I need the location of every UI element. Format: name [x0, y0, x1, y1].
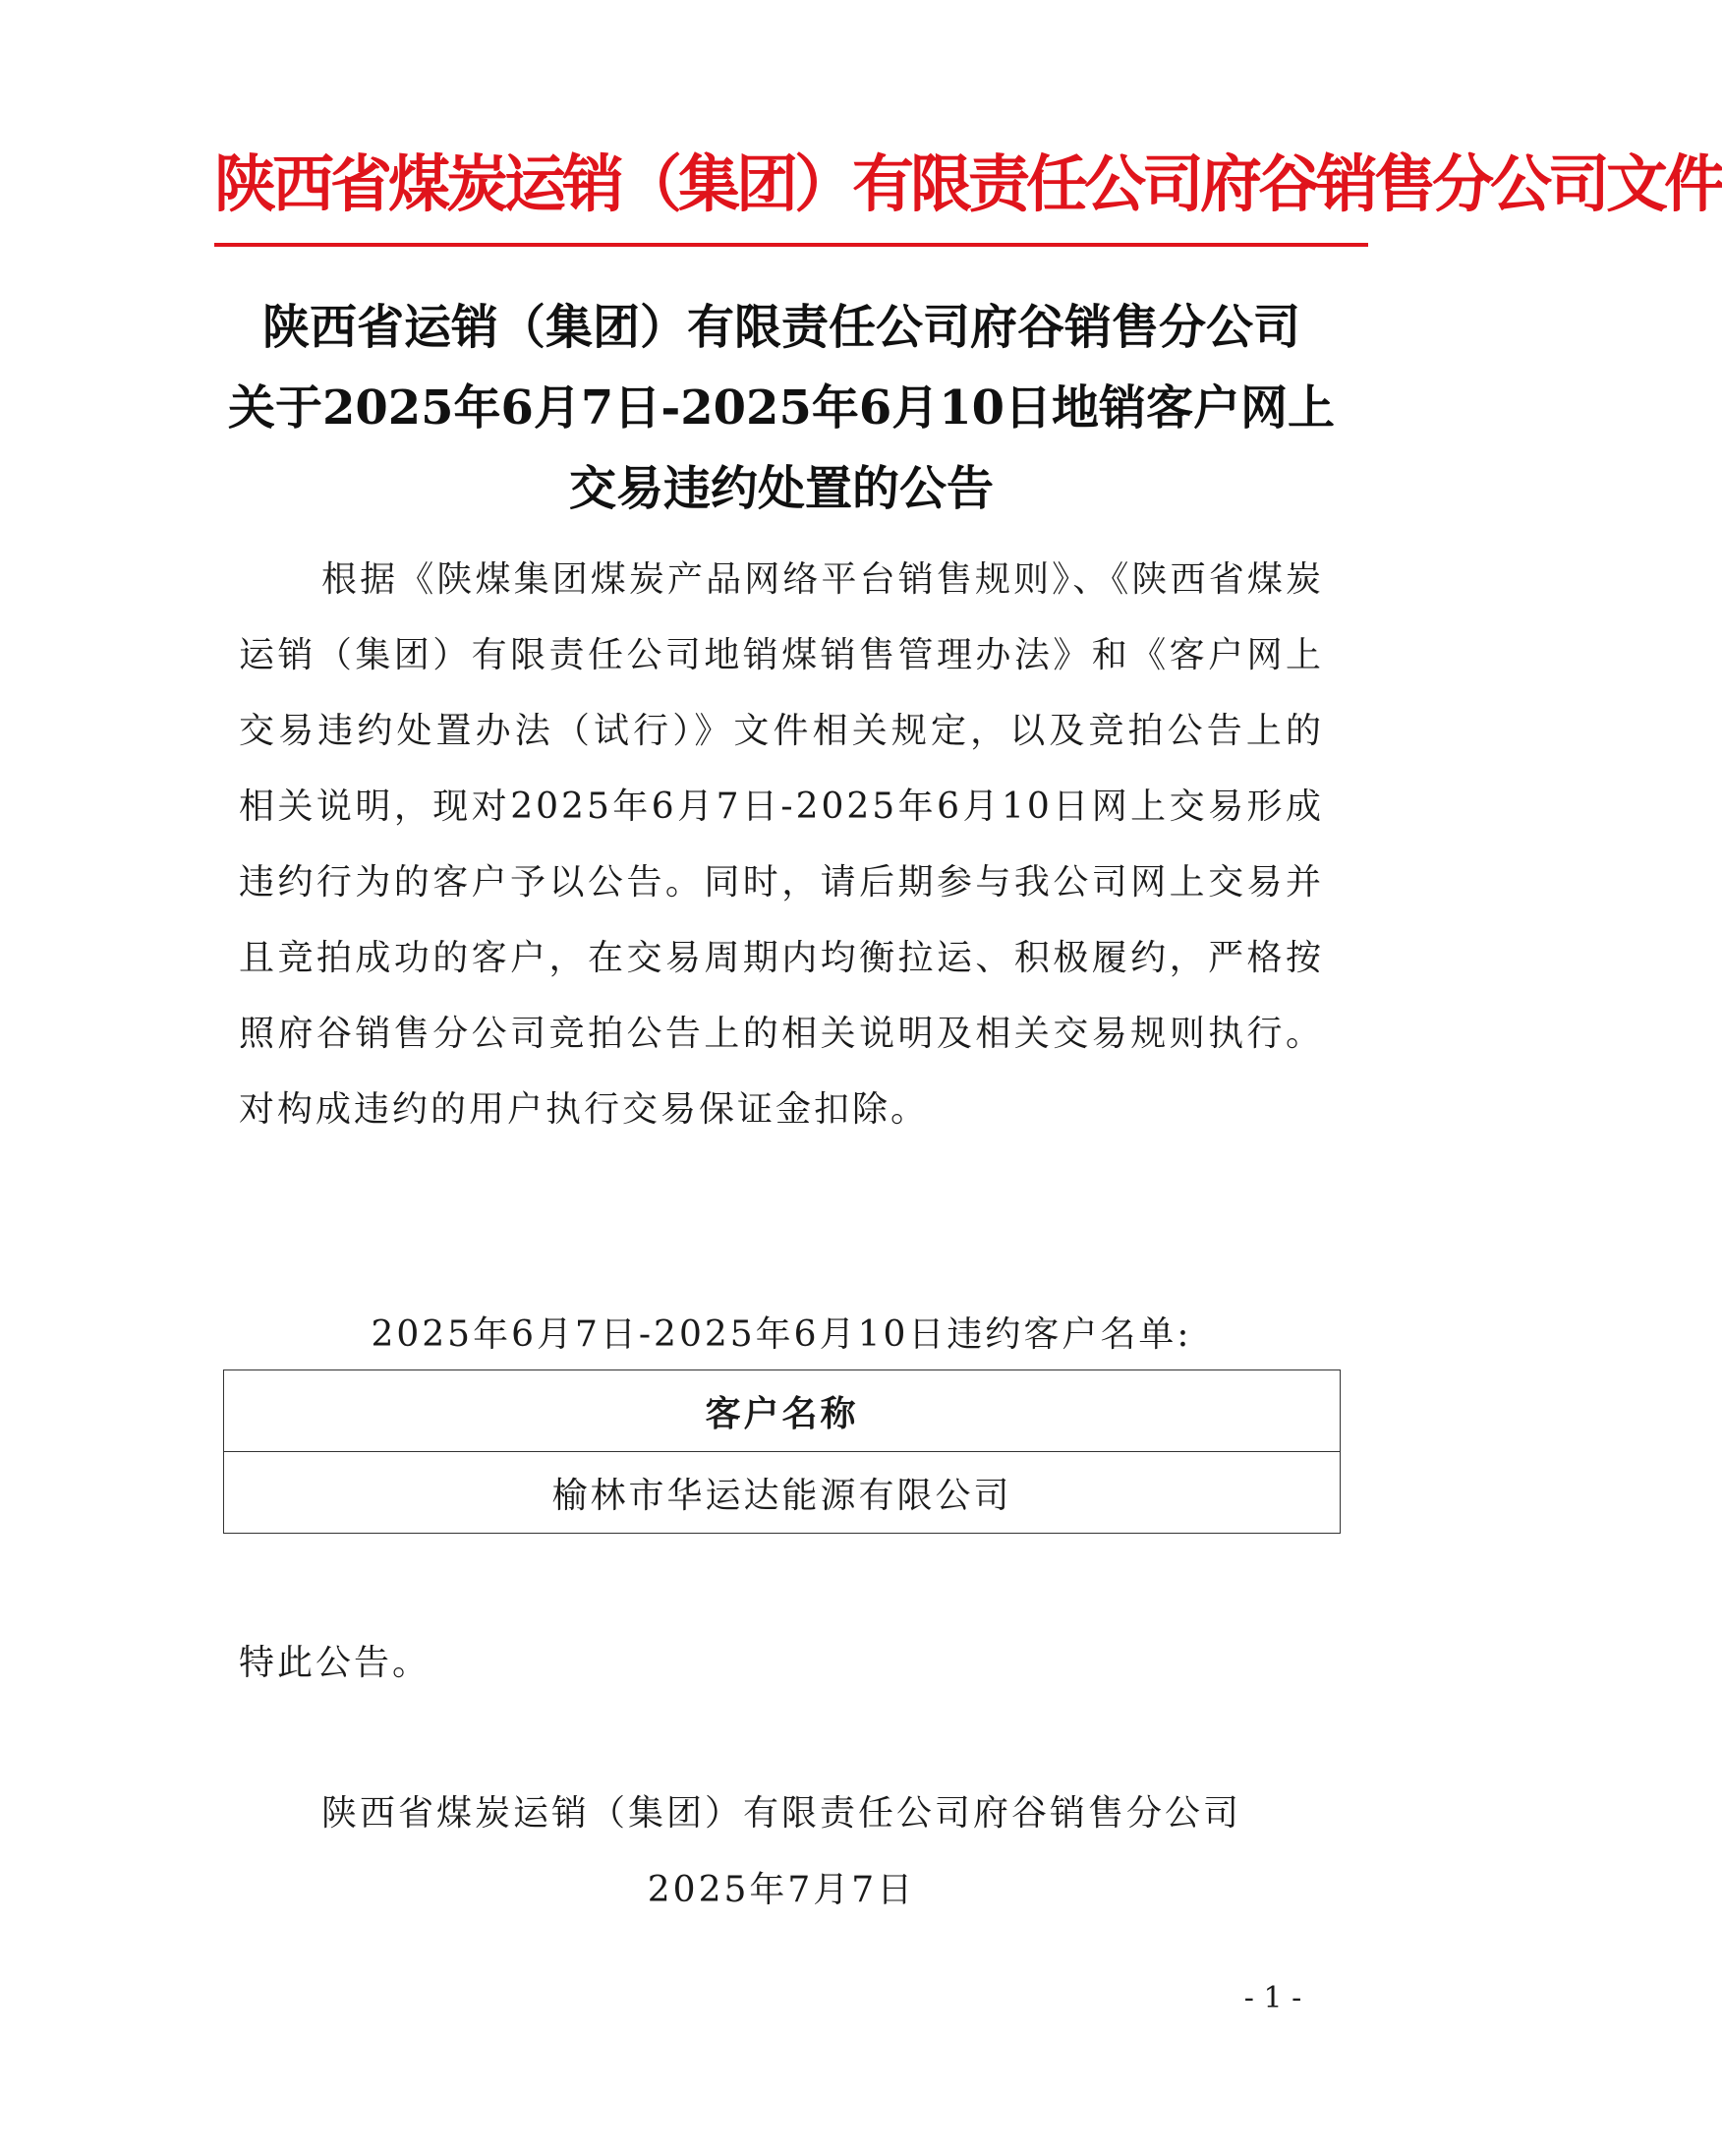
- violation-client-table: [223, 1369, 1341, 1534]
- client-name-cell: 榆林市华运达能源有限公司: [224, 1452, 1341, 1534]
- document-masthead: 陕西省煤炭运销（集团）有限责任公司府谷销售分公司文件: [214, 148, 1722, 220]
- title-line-1: 陕西省运销（集团）有限责任公司府谷销售分公司: [261, 300, 1300, 355]
- column-header-client-name: 客户名称: [224, 1370, 1341, 1452]
- title-line-3: 交易违约处置的公告: [568, 461, 994, 516]
- body-paragraph: 根据《陕煤集团煤炭产品网络平台销售规则》、《陕西省煤炭运销（集团）有限责任公司地销煤销售管理办法》和《客户网上交易违约处置办法（试行）》文件相关规定，以及竞拍公告上的相关说明，现对2025年6月7日-2025年6月10日网上交易形成违约行为的客户予以公告。同时，请后期参与我公司网上交易并且竞拍成功的客户，在交易周期内均衡拉运、积极履约，严格按照府谷销售分公司竞拍公告上的相关说明及相关交易规则执行。对构成违约的用户执行交易保证金扣除。: [239, 559, 1324, 1130]
- table-row: [224, 1452, 1341, 1534]
- violation-list-caption: 2025年6月7日-2025年6月10日违约客户名单:: [371, 1314, 1192, 1355]
- page-number: - 1 -: [1243, 1981, 1302, 2015]
- signature-date: 2025年7月7日: [647, 1870, 916, 1910]
- closing-statement: 特此公告。: [239, 1643, 431, 1683]
- title-line-2: 关于2025年6月7日-2025年6月10日地销客户网上: [227, 380, 1336, 436]
- signature-block: [226, 1776, 1337, 1929]
- signature-organization: 陕西省煤炭运销（集团）有限责任公司府谷销售分公司: [320, 1793, 1241, 1834]
- table-header-row: [224, 1370, 1341, 1452]
- document-title: [226, 287, 1337, 529]
- masthead-red-rule: [214, 243, 1368, 247]
